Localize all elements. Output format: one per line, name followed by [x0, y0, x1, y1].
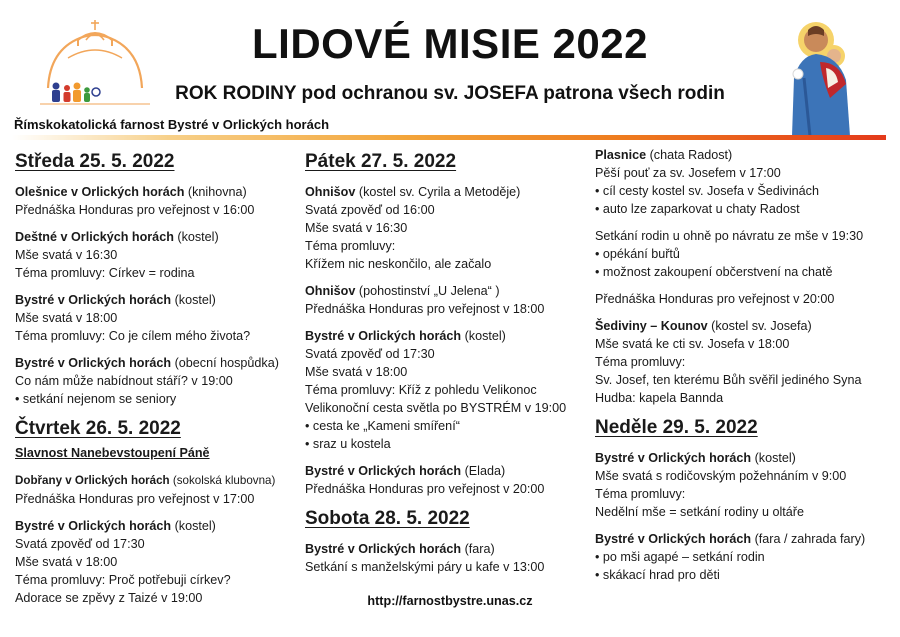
event-location: Bystré v Orlických horách (kostel) — [15, 293, 216, 307]
event-line: • sraz u kostela — [305, 437, 391, 451]
event-block — [305, 540, 590, 576]
event-line: • setkání nejenom se seniory — [15, 392, 177, 406]
event-block — [595, 449, 890, 521]
event-line: Hudba: kapela Bannda — [595, 391, 724, 405]
day-heading: Neděle 29. 5. 2022 — [595, 417, 758, 438]
event-line: Mše svatá ke cti sv. Josefa v 18:00 — [595, 337, 790, 351]
event-location: Dobřany v Orlických horách (sokolská klubovna) — [15, 474, 276, 487]
event-location: Bystré v Orlických horách (kostel) — [595, 451, 796, 465]
event-line: • cesta ke „Kameni smíření“ — [305, 419, 460, 433]
event-line: Téma promluvy: — [595, 487, 686, 501]
event-line: Mše svatá s rodičovským požehnáním v 9:00 — [595, 469, 847, 483]
event-block — [305, 282, 590, 318]
event-line: • po mši agapé – setkání rodin — [595, 550, 765, 564]
event-line: Přednáška Honduras pro veřejnost v 18:00 — [305, 302, 545, 316]
event-line: Sv. Josef, ten kterému Bůh svěřil jediného Syna — [595, 373, 862, 387]
event-line: Mše svatá v 16:30 — [305, 221, 408, 235]
event-line: Adorace se zpěvy z Taizé v 19:00 — [15, 591, 203, 605]
event-block — [595, 146, 890, 218]
event-block — [15, 472, 300, 508]
event-line: • opékání buřtů — [595, 247, 680, 261]
event-line: Setkání s manželskými páry u kafe v 13:00 — [305, 560, 545, 574]
event-line: Svatá zpověď od 16:00 — [305, 203, 435, 217]
event-block — [15, 228, 300, 282]
event-block — [15, 354, 300, 408]
column-wednesday-thursday — [15, 146, 300, 616]
event-line: Téma promluvy: Kříž z pohledu Velikonoc — [305, 383, 537, 397]
event-block — [305, 462, 590, 498]
event-line: Co nám může nabídnout stáří? v 19:00 — [15, 374, 233, 388]
event-location: Deštné v Orlických horách (kostel) — [15, 230, 219, 244]
event-location: Bystré v Orlických horách (obecní hospůdka) — [15, 356, 279, 370]
event-line: Setkání rodin u ohně po návratu ze mše v 19:30 — [595, 229, 864, 243]
event-line: Nedělní mše = setkání rodiny u oltáře — [595, 505, 804, 519]
column-friday-saturday — [305, 146, 590, 585]
day-heading: Sobota 28. 5. 2022 — [305, 508, 470, 529]
event-location: Bystré v Orlických horách (kostel) — [15, 519, 216, 533]
event-line: Přednáška Honduras pro veřejnost v 20:00 — [595, 292, 835, 306]
day-heading: Pátek 27. 5. 2022 — [305, 151, 457, 172]
event-block — [15, 291, 300, 345]
event-line: Mše svatá v 18:00 — [15, 555, 118, 569]
event-location: Bystré v Orlických horách (fara / zahrada fary) — [595, 532, 866, 546]
day-heading: Čtvrtek 26. 5. 2022 — [15, 418, 181, 439]
event-block — [595, 317, 890, 407]
event-line: Svatá zpověď od 17:30 — [305, 347, 435, 361]
website-link[interactable]: http://farnostbystre.unas.cz — [367, 594, 533, 608]
event-line: Téma promluvy: — [595, 355, 686, 369]
event-location: Plasnice (chata Radost) — [595, 148, 733, 162]
event-block — [15, 183, 300, 219]
parish-name: Římskokatolická farnost Bystré v Orlických horách — [14, 117, 330, 132]
event-line: Křížem nic neskončilo, ale začalo — [305, 257, 492, 271]
event-location: Ohnišov (kostel sv. Cyrila a Metoděje) — [305, 185, 521, 199]
event-line: Velikonoční cesta světla po BYSTRÉM v 19:00 — [305, 401, 567, 415]
event-line: Téma promluvy: Proč potřebuji církev? — [15, 573, 231, 587]
event-line: Téma promluvy: Církev = rodina — [15, 266, 195, 280]
column-friday-sunday — [595, 146, 890, 593]
event-location: Ohnišov (pohostinství „U Jelena“ ) — [305, 284, 500, 298]
event-location: Bystré v Orlických horách (fara) — [305, 542, 495, 556]
event-location: Olešnice v Orlických horách (knihovna) — [15, 185, 247, 199]
page-subtitle: ROK RODINY pod ochranou sv. JOSEFA patrona všech rodin — [175, 83, 725, 104]
event-line: • možnost zakoupení občerstvení na chatě — [595, 265, 833, 279]
event-line: Mše svatá v 16:30 — [15, 248, 118, 262]
day-heading: Středa 25. 5. 2022 — [15, 151, 175, 172]
event-line: Přednáška Honduras pro veřejnost v 16:00 — [15, 203, 255, 217]
gradient-divider — [12, 135, 886, 140]
event-line: Mše svatá v 18:00 — [305, 365, 408, 379]
event-block — [305, 183, 590, 273]
event-line: Svatá zpověď od 17:30 — [15, 537, 145, 551]
event-line: Téma promluvy: — [305, 239, 396, 253]
page-title: LIDOVÉ MISIE 2022 — [252, 20, 648, 67]
event-line: Pěší pouť za sv. Josefem v 17:00 — [595, 166, 781, 180]
event-location: Bystré v Orlických horách (kostel) — [305, 329, 506, 343]
event-block — [595, 290, 890, 308]
event-block — [305, 327, 590, 453]
event-line: Přednáška Honduras pro veřejnost v 20:00 — [305, 482, 545, 496]
event-location: Bystré v Orlických horách (Elada) — [305, 464, 506, 478]
event-line: • auto lze zaparkovat u chaty Radost — [595, 202, 800, 216]
feast-name: Slavnost Nanebevstoupení Páně — [15, 446, 210, 460]
event-line: • skákací hrad pro děti — [595, 568, 720, 582]
event-block — [595, 530, 890, 584]
event-line: Přednáška Honduras pro veřejnost v 17:00 — [15, 492, 255, 506]
event-line: • cíl cesty kostel sv. Josefa v Šedivinách — [595, 184, 819, 198]
saint-joseph-icon — [780, 18, 860, 136]
event-line: Téma promluvy: Co je cílem mého života? — [15, 329, 251, 343]
event-location: Šediviny – Kounov (kostel sv. Josefa) — [595, 319, 812, 333]
event-line: Mše svatá v 18:00 — [15, 311, 118, 325]
event-block — [595, 227, 890, 281]
